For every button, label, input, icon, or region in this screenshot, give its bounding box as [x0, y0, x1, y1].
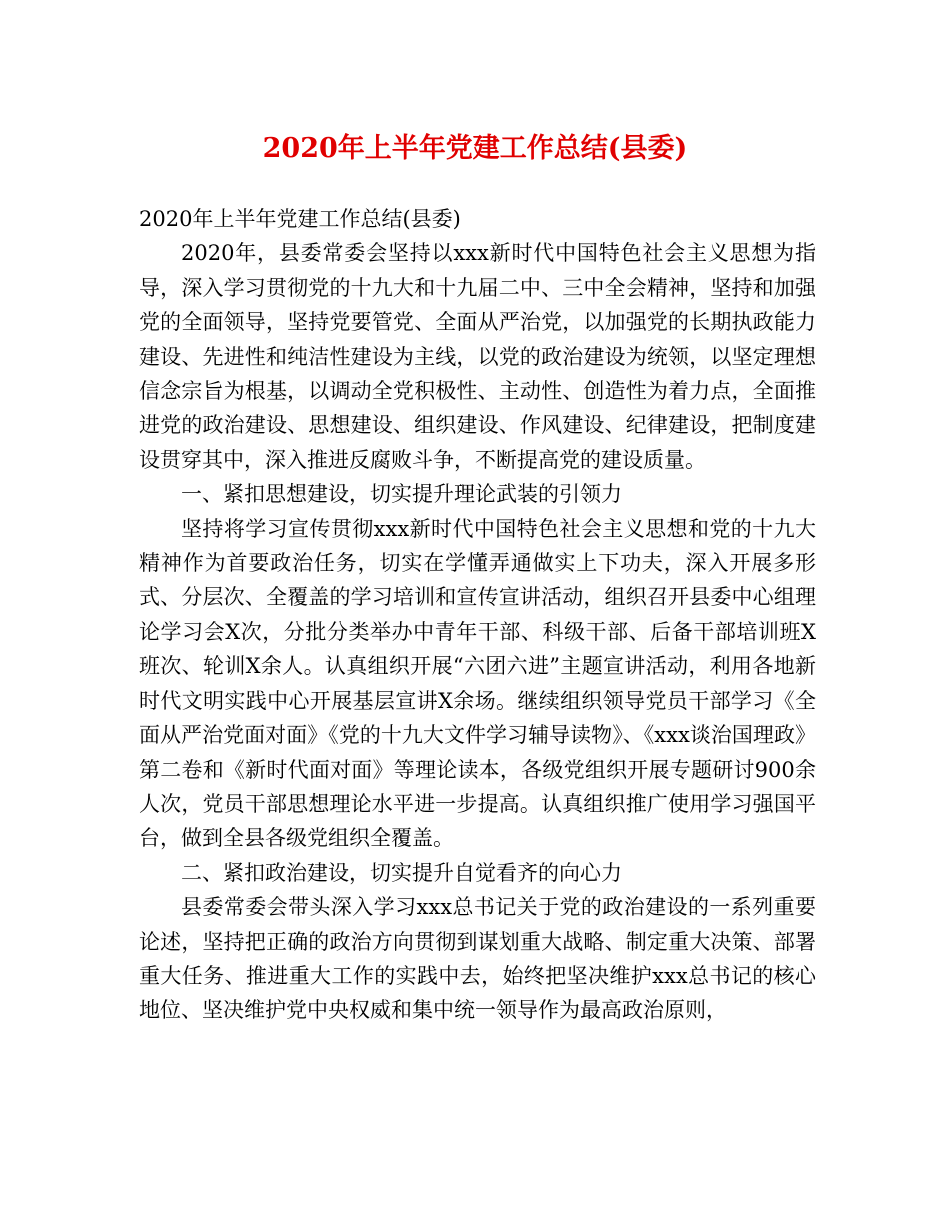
- document-subtitle: 2020年上半年党建工作总结(县委): [139, 207, 461, 231]
- paragraph-intro: 2020年，县委常委会坚持以xxx新时代中国特色社会主义思想为指导，深入学习贯彻党的十九大和十九届二中、三中全会精神，坚持和加强党的全面领导，坚持党要管党、全面从严治党，以加强党的长期执政能力建设、先进性和纯洁性建设为主线，以党的政治建设为统领，以坚定理想信念宗旨为根基，以调动全党积极性、主动性、创造性为着力点，全面推进党的政治建设、思想建设、组织建设、作风建设、纪律建设，把制度建设贯穿其中，深入推进反腐败斗争，不断提高党的建设质量。: [139, 241, 816, 472]
- paragraph-section-2: 县委常委会带头深入学习xxx总书记关于党的政治建设的一系列重要论述，坚持把正确的政治方向贯彻到谋划重大战略、制定重大决策、部署重大任务、推进重大工作的实践中去，始终把坚决维护xxx总书记的核心地位、坚决维护党中央权威和集中统一领导作为最高政治原则，: [139, 895, 816, 1023]
- section-heading-2: 二、紧扣政治建设，切实提升自觉看齐的向心力: [181, 860, 622, 885]
- document-body: [139, 202, 816, 1028]
- section-heading-1: 一、紧扣思想建设，切实提升理论武装的引领力: [181, 482, 622, 507]
- paragraph-section-1: 坚持将学习宣传贯彻xxx新时代中国特色社会主义思想和党的十九大精神作为首要政治任务，切实在学懂弄通做实上下功夫，深入开展多形式、分层次、全覆盖的学习培训和宣传宣讲活动，组织召开县委中心组理论学习会X次，分批分类举办中青年干部、科级干部、后备干部培训班X班次、轮训X余人。认真组织开展“六团六进”主题宣讲活动，利用各地新时代文明实践中心开展基层宣讲X余场。继续组织领导党员干部学习《全面从严治党面对面》《党的十九大文件学习辅导读物》、《xxx谈治国理政》第二卷和《新时代面对面》等理论读本，各级党组织开展专题研讨900余人次，党员干部思想理论水平进一步提高。认真组织推广使用学习强国平台，做到全县各级党组织全覆盖。: [139, 516, 816, 851]
- document-title: 2020年上半年党建工作总结(县委): [262, 133, 688, 164]
